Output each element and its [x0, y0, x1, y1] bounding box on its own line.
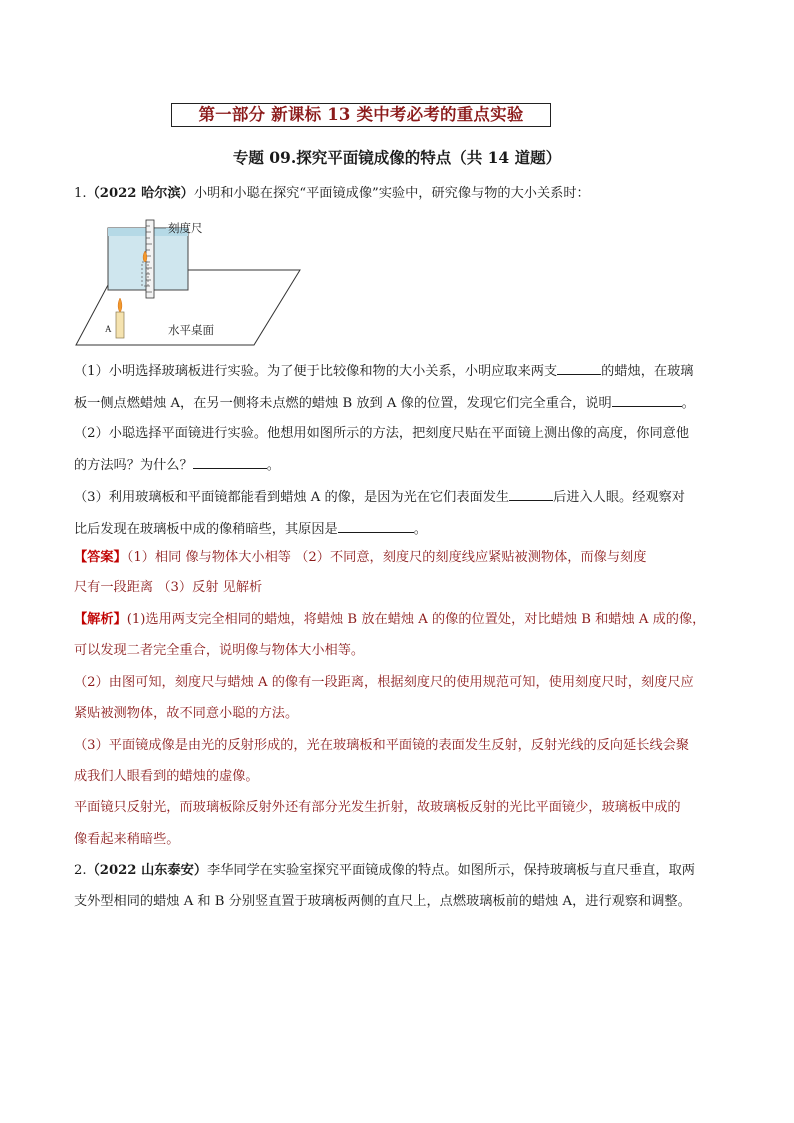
- analysis-line-4: 紧贴被测物体，故不同意小聪的方法。: [74, 706, 299, 721]
- answer-blank[interactable]: [557, 360, 601, 375]
- experiment-figure: [74, 218, 310, 348]
- answer-line-2: 尺有一段距离 （3）反射 见解析: [74, 580, 263, 595]
- analysis-line-1: 【解析】(1)选用两支完全相同的蜡烛，将蜡烛 B 放在蜡烛 A 的像的位置处，对比蜡烛 B 和蜡烛 A 成的像，: [74, 612, 706, 627]
- answer-tag: 【答案】: [74, 550, 127, 565]
- question-number: 2.: [74, 863, 87, 878]
- analysis-line-2: 可以发现二者完全重合，说明像与物体大小相等。: [74, 643, 365, 658]
- question-2-line-1: 2.（2022 山东泰安）李华同学在实验室探究平面镜成像的特点。如图所示，保持玻璃板与直尺垂直，取两: [74, 863, 695, 878]
- answer-blank[interactable]: [193, 454, 267, 469]
- analysis-line-5: （3）平面镜成像是由光的反射形成的，光在玻璃板和平面镜的表面发生反射，反射光线的反向延长线会聚: [74, 738, 690, 753]
- analysis-line-3: （2）由图可知，刻度尺与蜡烛 A 的像有一段距离，根据刻度尺的使用规范可知，使用刻度尺时，刻度尺应: [74, 675, 694, 690]
- analysis-line-8: 像看起来稍暗些。: [74, 832, 180, 847]
- analysis-line-6: 成我们人眼看到的蜡烛的虚像。: [74, 769, 259, 784]
- question-2-line-2: 支外型相同的蜡烛 A 和 B 分别竖直置于玻璃板两侧的直尺上，点燃玻璃板前的蜡烛 A，进行观察和调整。: [74, 894, 691, 909]
- question-source: （2022 哈尔滨）: [86, 186, 194, 201]
- answer-blank[interactable]: [612, 392, 682, 407]
- answer-blank[interactable]: [509, 486, 553, 501]
- question-1-stem: [74, 184, 590, 204]
- question-source: （2022 山东泰安）: [86, 863, 208, 878]
- answer-line-1: 【答案】（1）相同 像与物体大小相等 （2）不同意，刻度尺的刻度线应紧贴被测物体，而像与刻度: [74, 550, 647, 565]
- answer-blank[interactable]: [338, 518, 414, 533]
- section-title: 第一部分 新课标 13 类中考必考的重点实验: [171, 103, 551, 127]
- part-2-line-1: （2）小聪选择平面镜进行实验。他想用如图所示的方法，把刻度尺贴在平面镜上测出像的高度，你同意他: [74, 426, 690, 441]
- question-text: 小明和小聪在探究“平面镜成像”实验中，研究像与物的大小关系时：: [193, 186, 590, 201]
- candle-label: A: [105, 324, 112, 334]
- analysis-line-7: 平面镜只反射光，而玻璃板除反射外还有部分光发生折射，故玻璃板反射的光比平面镜少，玻璃板中成的: [74, 800, 681, 815]
- part-3-line-2: 比后发现在玻璃板中成的像稍暗些，其原因是 。: [74, 518, 427, 540]
- part-3-line-1: （3）利用玻璃板和平面镜都能看到蜡烛 A 的像，是因为光在它们表面发生 后进入人眼。经观察对: [74, 486, 685, 508]
- candle-a: [116, 312, 124, 338]
- part-1-line-1: （1）小明选择玻璃板进行实验。为了便于比较像和物的大小关系，小明应取来两支 的蜡烛，在玻璃: [74, 360, 693, 382]
- desk-label: 水平桌面: [168, 325, 214, 337]
- part-2-line-2: 的方法吗？为什么？ 。: [74, 454, 280, 476]
- analysis-tag: 【解析】: [74, 612, 127, 627]
- ruler-label: 刻度尺: [168, 223, 203, 235]
- part-1-line-2: 板一侧点燃蜡烛 A，在另一侧将未点燃的蜡烛 B 放到 A 像的位置，发现它们完全重合，说明 。: [74, 392, 695, 414]
- question-number: 1.: [74, 186, 87, 201]
- topic-title: 专题 09.探究平面镜成像的特点（共 14 道题）: [232, 148, 562, 167]
